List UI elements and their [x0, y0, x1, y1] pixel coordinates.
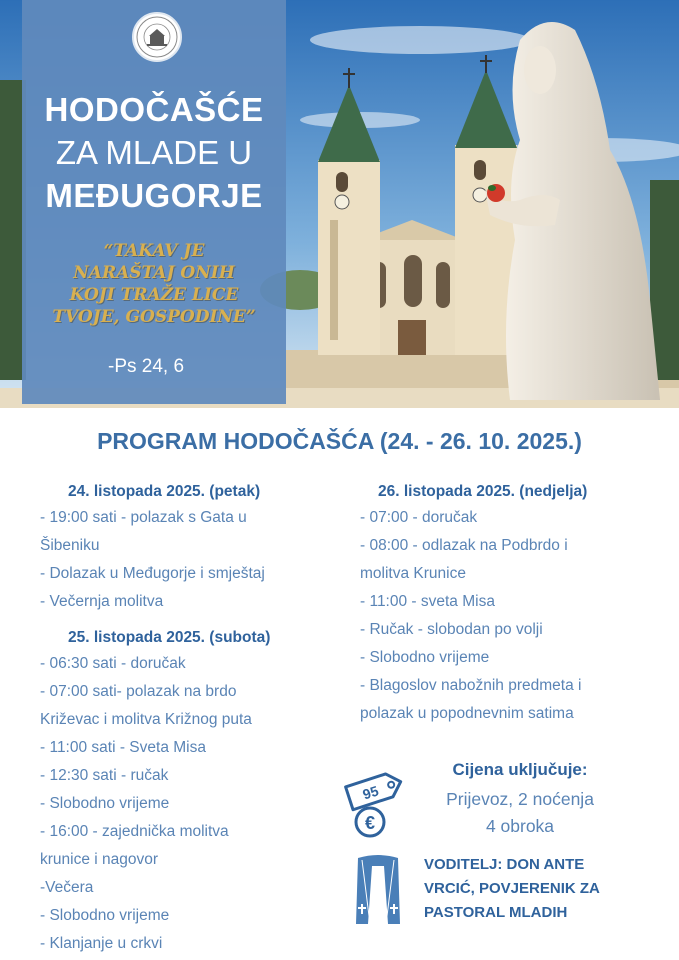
price-heading: Cijena uključuje: — [452, 760, 588, 779]
leader-line-3: PASTORAL MLADIH — [424, 904, 568, 921]
quote-line-4: TVOJE, GOSPODINE” — [52, 307, 256, 327]
schedule-item: - Slobodno vrijeme — [40, 907, 170, 924]
schedule-item: - Dolazak u Međugorje i smještaj — [40, 565, 265, 582]
schedule-item: - Ručak - slobodan po volji — [360, 621, 543, 638]
price-line-2: 4 obroka — [485, 816, 555, 836]
schedule-item: krunice i nagovor — [40, 851, 159, 868]
leader-line-1: VODITELJ: DON ANTE — [424, 856, 585, 873]
schedule-item: - 07:00 sati- polazak na brdo — [40, 683, 237, 700]
schedule-item: - 16:00 - zajednička molitva — [40, 823, 229, 840]
quote-line-2: NARAŠTAJ ONIH — [73, 263, 235, 283]
day-heading: 24. listopada 2025. (petak) — [68, 483, 261, 500]
schedule-item: - 12:30 sati - ručak — [40, 767, 169, 784]
church-emblem-icon — [134, 14, 180, 60]
day-heading: 25. listopada 2025. (subota) — [68, 629, 271, 646]
title-line-2: ZA MLADE U — [55, 134, 253, 171]
parish-logo — [132, 12, 182, 62]
schedule-right-column — [360, 480, 660, 728]
price-tag-icon — [340, 760, 410, 840]
schedule-item: - 11:00 sati - Sveta Misa — [40, 739, 206, 756]
program-title: PROGRAM HODOČAŠĆA (24. - 26. 10. 2025.) — [97, 428, 582, 454]
quote-line-3: KOJI TRAŽE LICE — [69, 285, 239, 305]
schedule-item: - Slobodno vrijeme — [40, 795, 170, 812]
price-value: 95 — [360, 782, 381, 803]
priest-stole-icon — [348, 852, 408, 932]
hero-banner — [0, 0, 679, 408]
schedule-item: - 07:00 - doručak — [360, 509, 478, 526]
schedule-item: - Blagoslov nabožnih predmeta i — [360, 677, 582, 694]
schedule-item: - 19:00 sati - polazak s Gata u — [40, 509, 247, 526]
price-line-1: Prijevoz, 2 noćenja — [446, 789, 594, 809]
schedule-item: molitva Krunice — [360, 565, 466, 582]
day-heading: 26. listopada 2025. (nedjelja) — [378, 483, 588, 500]
schedule-item: polazak u popodnevnim satima — [360, 705, 574, 722]
schedule-item: - 11:00 - sveta Misa — [360, 593, 495, 610]
quote-line-1: “TAKAV JE — [103, 241, 205, 261]
schedule-item: - 06:30 sati - doručak — [40, 655, 186, 672]
schedule-item: - 08:00 - odlazak na Podbrdo i — [360, 537, 568, 554]
schedule-left-column — [40, 480, 340, 958]
title-line-1: HODOČAŠĆE — [44, 91, 264, 128]
leader-line-2: VRCIĆ, POVJERENIK ZA — [424, 880, 600, 897]
schedule-item: - Klanjanje u crkvi — [40, 935, 163, 952]
schedule-item: - Slobodno vrijeme — [360, 649, 490, 666]
euro-symbol: € — [364, 813, 376, 833]
title-line-3: MEĐUGORJE — [45, 177, 263, 214]
schedule-item: Šibeniku — [40, 537, 100, 554]
schedule-item: -Večera — [40, 879, 94, 896]
schedule-item: Križevac i molitva Križnog puta — [40, 711, 252, 728]
quote-reference: -Ps 24, 6 — [108, 356, 185, 377]
schedule-item: - Večernja molitva — [40, 593, 164, 610]
